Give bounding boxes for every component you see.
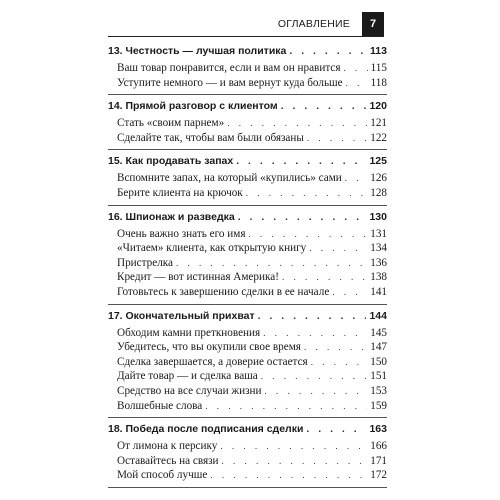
dot-leader — [282, 272, 367, 282]
dot-leader — [227, 118, 367, 128]
entry-page-number: 147 — [370, 341, 387, 354]
toc-entry — [108, 370, 387, 385]
chapter-page-number: 163 — [369, 423, 387, 436]
chapter-title: 15. Как продавать запах — [108, 155, 234, 168]
entry-page-number: 131 — [370, 227, 387, 240]
dot-leader — [220, 441, 367, 451]
chapter-page-number: 130 — [369, 210, 387, 223]
dot-leader — [345, 173, 367, 183]
toc-chapter — [108, 423, 387, 488]
entry-page-number: 118 — [370, 76, 387, 89]
dot-leader — [222, 456, 368, 466]
entry-page-number: 166 — [370, 440, 387, 453]
dot-leader — [258, 310, 367, 322]
toc-chapter — [108, 211, 387, 305]
entry-title: Готовьтесь к завершению сделки в ее начале — [117, 285, 330, 298]
entry-page-number: 172 — [370, 469, 387, 482]
entry-page-number: 121 — [370, 117, 387, 130]
entry-title: Ваш товар понравится, если и вам он нравится — [117, 62, 341, 74]
dot-leader — [307, 133, 367, 143]
dot-leader — [264, 386, 367, 396]
entry-page-number: 126 — [370, 172, 387, 185]
toc-chapter — [108, 45, 387, 95]
page-number: 7 — [362, 12, 384, 36]
entry-page-number: 141 — [370, 285, 387, 298]
entry-page-number: 150 — [370, 355, 387, 368]
dot-leader — [289, 45, 367, 57]
entry-title: Сделка завершается, а доверие остается — [117, 355, 308, 368]
entry-title: Убедитесь, что вы окупили свое время — [117, 341, 301, 354]
entry-title: Вспомните запах, на который «купились» сами — [117, 172, 342, 185]
entry-page-number: 122 — [370, 131, 387, 144]
dot-leader — [281, 100, 367, 112]
entry-page-number: 138 — [370, 271, 387, 284]
entry-page-number: 128 — [370, 186, 387, 199]
toc-entry — [108, 440, 387, 455]
chapter-title: 17. Окончательный прихват — [108, 309, 255, 322]
entry-title: Стать «своим парнем» — [117, 117, 225, 130]
toc-entry — [108, 132, 387, 147]
toc-entry — [108, 400, 387, 415]
dot-leader — [311, 357, 368, 367]
dot-leader — [176, 258, 367, 268]
chapter-page-number: 120 — [369, 100, 387, 113]
toc-entry — [108, 327, 387, 342]
entry-title: От лимона к персику — [117, 440, 218, 453]
entry-page-number: 151 — [370, 370, 387, 383]
toc-entry — [108, 341, 387, 356]
toc-entry — [108, 286, 387, 301]
dot-leader — [343, 63, 367, 73]
toc-entry — [108, 242, 387, 257]
entry-title: Кредит — вот истинная Америка! — [117, 271, 279, 284]
toc-entry — [108, 172, 387, 187]
chapter-page-number: 144 — [369, 309, 387, 322]
chapter-title: 18. Победа после подписания сделки — [108, 423, 304, 436]
entry-title: Очень важно знать его имя — [117, 227, 246, 240]
toc-entry — [108, 385, 387, 400]
dot-leader — [263, 328, 367, 338]
dot-leader — [238, 211, 367, 223]
dot-leader — [261, 371, 367, 381]
toc-chapter — [108, 155, 387, 205]
dot-leader — [246, 188, 367, 198]
entry-page-number: 136 — [370, 256, 387, 269]
running-header — [108, 12, 384, 37]
toc-chapter-heading — [108, 310, 387, 327]
toc-entry — [108, 271, 387, 286]
entry-page-number: 153 — [370, 384, 387, 397]
entry-page-number: 145 — [370, 326, 387, 339]
dot-leader — [236, 155, 366, 167]
entry-title: Берите клиента на крючок — [117, 186, 243, 199]
toc-chapter-heading — [108, 423, 387, 440]
dot-leader — [210, 470, 367, 480]
dot-leader — [346, 78, 368, 88]
toc-chapter — [108, 310, 387, 419]
toc-entry — [108, 77, 387, 92]
entry-title: Обходим камни преткновения — [117, 326, 261, 339]
entry-title: Средство на все случаи жизни — [117, 384, 262, 397]
entry-page-number: 159 — [370, 399, 387, 412]
toc-entry — [108, 117, 387, 132]
chapter-page-number: 113 — [370, 45, 387, 57]
running-title: ОГЛАВЛЕНИЕ — [277, 18, 350, 30]
table-of-contents — [108, 40, 387, 488]
toc-entry — [108, 469, 387, 484]
chapter-title: 14. Прямой разговор с клиентом — [108, 100, 278, 113]
entry-title: Пристрелка — [117, 256, 174, 269]
toc-entry — [108, 356, 387, 371]
entry-page-number: 171 — [370, 454, 387, 467]
toc-entry — [108, 62, 387, 77]
toc-chapter — [108, 100, 387, 150]
toc-entry — [108, 455, 387, 470]
entry-page-number: 134 — [370, 242, 387, 255]
entry-title: Дайте товар — и сделка ваша — [117, 370, 258, 383]
dot-leader — [304, 342, 367, 352]
entry-title: «Читаем» клиента, как открытую книгу — [117, 242, 307, 255]
entry-title: Мой способ лучше — [117, 469, 208, 482]
entry-title: Волшебные слова — [117, 399, 203, 412]
toc-chapter-heading — [108, 45, 387, 62]
toc-entry — [108, 228, 387, 243]
toc-chapter-heading — [108, 155, 387, 172]
toc-chapter-heading — [108, 100, 387, 117]
dot-leader — [205, 401, 367, 411]
dot-leader — [306, 423, 366, 435]
chapter-title: 13. Честность — лучшая политика — [108, 45, 287, 57]
entry-title: Сделайте так, чтобы вам были обязаны — [117, 131, 304, 144]
dot-leader — [309, 243, 367, 253]
entry-title: Уступите немного — и вам вернут куда больше — [117, 76, 343, 89]
chapter-title: 16. Шпионаж и разведка — [108, 210, 235, 223]
dot-leader — [249, 229, 368, 239]
entry-title: Оставайтесь на связи — [117, 454, 219, 467]
entry-page-number: 115 — [370, 62, 387, 74]
dot-leader — [332, 287, 367, 297]
chapter-page-number: 125 — [369, 155, 387, 168]
toc-entry — [108, 187, 387, 202]
toc-entry — [108, 257, 387, 272]
toc-chapter-heading — [108, 211, 387, 228]
